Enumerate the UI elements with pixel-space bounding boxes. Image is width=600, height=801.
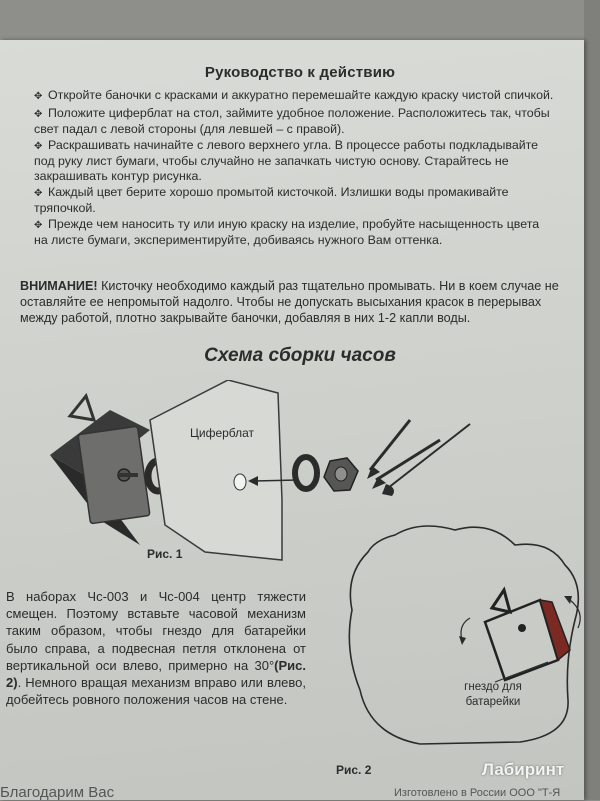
warning-text: Кисточку необходимо каждый раз тщательно промывать. Ни в коем случае не оставляйте ее непромытой надолго. Чтобы не допускать высыхания красок в перерывах между работой, плотно закрывайте баночки, добавляя в них 1-2 капли воды.: [20, 279, 559, 325]
warning-label: ВНИМАНИЕ!: [20, 279, 98, 293]
warning-paragraph: [20, 278, 568, 326]
figure-reference: (Рис. 2): [6, 657, 306, 691]
list-item: ✥ Положите циферблат на стол, займите удобное положение. Расположитесь так, чтобы свет падал с левой стороны (для левшей – с правой).: [34, 105, 550, 137]
list-item: ✥ Прежде чем наносить ту или иную краску на изделие, пробуйте насыщенность цвета на листе бумаги, экспериментируйте, добиваясь нужного Вам оттенка.: [34, 216, 540, 248]
dial-hole: [234, 474, 246, 490]
washer-icon: [295, 457, 317, 489]
page-title: Руководство к действию: [204, 64, 396, 81]
assembly-paragraph: В наборах Чс-003 и Чс-004 центр тяжести смещен. Поэтому вставьте часовой механизм таким образом, чтобы гнездо для батарейки было справа, а подвесная петля отклонена от вертикальной оси влево, примерно на 30°(Рис. 2). Немного вращая механизм вправо или влево, добейтесь ровного положения часов на стене.: [6, 589, 306, 708]
list-item: ✥ Раскрашивать начинайте с левого верхнего угла. В процессе работы подкладывайте под руку лист бумаги, чтобы случайно не запачкать чистую основу. Старайтесь не закрашивать контур рисунка.: [34, 137, 539, 183]
dial-label: Циферблат: [190, 426, 255, 440]
bullet-icon: ✥: [34, 187, 43, 199]
scheme-title: Схема сборки часов: [204, 345, 396, 366]
clock-hands-icon: [367, 420, 470, 496]
bullet-icon: ✥: [34, 91, 43, 102]
battery-label: гнездо для батарейки: [464, 681, 522, 708]
bullet-icon: ✥: [34, 108, 43, 120]
clock-mechanism-illustration: [50, 396, 150, 545]
footer-thanks: Благодарим Вас: [0, 784, 115, 801]
bullet-icon: ✥: [34, 140, 43, 152]
rotate-left-arrow-icon: [461, 618, 470, 640]
figure-1-label: Рис. 1: [147, 547, 183, 561]
list-item: ✥ Откройте баночки с красками и аккуратно перемешайте каждую краску чистой спичкой.: [34, 88, 554, 105]
footer-manufacturer: Изготовлено в России ООО "Т-Я: [394, 787, 561, 799]
steps-list: [34, 88, 554, 249]
dial-plate-illustration: [150, 380, 282, 560]
list-item: ✥ Каждый цвет берите хорошо промытой кисточкой. Излишки воды промакивайте тряпочкой.: [34, 184, 509, 216]
bullet-icon: ✥: [34, 219, 43, 231]
figure-2-label: Рис. 2: [336, 763, 372, 777]
watermark-logo: Лабиринт: [482, 760, 565, 779]
clock-mechanism-small-illustration: [485, 590, 570, 680]
